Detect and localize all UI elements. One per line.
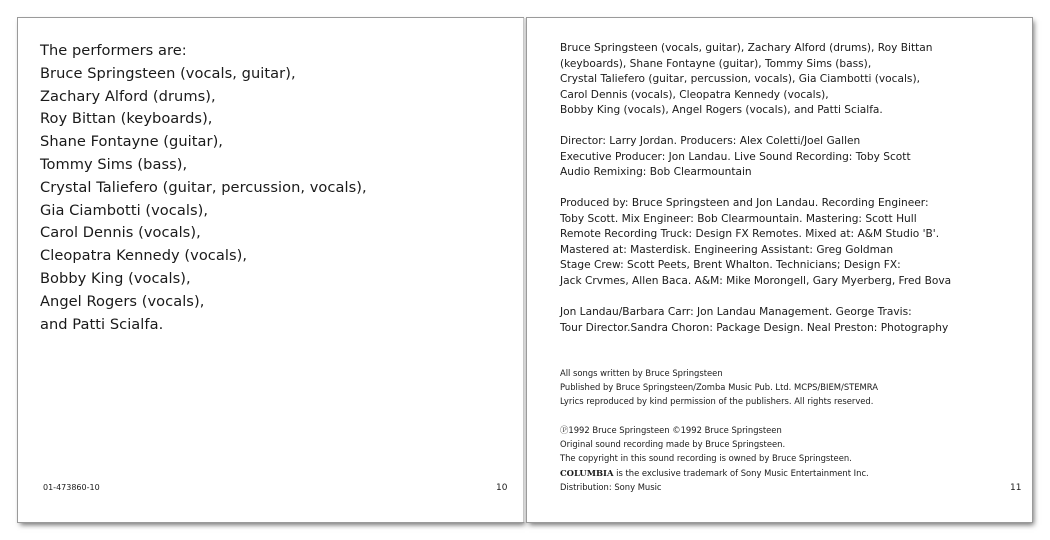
credit-line: Executive Producer: Jon Landau. Live Sound Recording: Toby Scott xyxy=(560,150,911,163)
performer-line: Zachary Alford (drums), xyxy=(40,87,216,105)
notice-line: Lyrics reproduced by kind permission of the publishers. All rights reserved. xyxy=(560,396,874,407)
performer-line: Carol Dennis (vocals), xyxy=(40,224,201,242)
performer-line: Shane Fontayne (guitar), xyxy=(40,133,224,151)
credit-line: Bobby King (vocals), Angel Rogers (vocals), and Patti Scialfa. xyxy=(560,104,883,117)
credit-line: Tour Director.Sandra Choron: Package Design. Neal Preston: Photography xyxy=(560,321,949,334)
page-number-left: 10 xyxy=(496,483,508,493)
credit-line: Director: Larry Jordan. Producers: Alex Coletti/Joel Gallen xyxy=(560,135,861,147)
performer-line: Gia Ciambotti (vocals), xyxy=(40,201,209,219)
band-credits xyxy=(560,41,932,119)
notice-line: All songs written by Bruce Springsteen xyxy=(560,368,723,378)
trademark-text: is the exclusive trademark of Sony Music Entertainment Inc. xyxy=(613,467,869,478)
performer-line: Bruce Springsteen (vocals, guitar), xyxy=(40,64,296,82)
credit-line: Mastered at: Masterdisk. Engineering Assistant: Greg Goldman xyxy=(560,243,894,256)
credit-line: Produced by: Bruce Springsteen and Jon Landau. Recording Engineer: xyxy=(560,197,929,209)
credit-line: Stage Crew: Scott Peets, Brent Whalton. Technicians; Design FX: xyxy=(560,259,901,272)
catalog-number: 01-473860-10 xyxy=(43,483,100,492)
performer-line: Tommy Sims (bass), xyxy=(40,155,188,173)
director-credits xyxy=(560,134,911,181)
credit-line: (keyboards), Shane Fontayne (guitar), Tommy Sims (bass), xyxy=(560,57,872,70)
performers-heading: The performers are: xyxy=(40,42,187,59)
credit-line: Carol Dennis (vocals), Cleopatra Kennedy (vocals), xyxy=(560,88,829,101)
page-number-right: 11 xyxy=(1010,483,1022,493)
performer-line: and Patti Scialfa. xyxy=(40,315,164,333)
distribution-line: Distribution: Sony Music xyxy=(560,481,662,492)
performer-line: Crystal Taliefero (guitar, percussion, vocals), xyxy=(40,178,367,196)
copyright-notice xyxy=(560,423,869,494)
credit-line: Crystal Taliefero (guitar, percussion, vocals), Gia Ciambotti (vocals), xyxy=(560,73,920,86)
credit-line: Toby Scott. Mix Engineer: Bob Clearmountain. Mastering: Scott Hull xyxy=(560,212,917,225)
credit-line: Remote Recording Truck: Design FX Remotes. Mixed at: A&M Studio 'B'. xyxy=(560,228,940,241)
credit-line: Jon Landau/Barbara Carr: Jon Landau Management. George Travis: xyxy=(560,306,912,318)
left-page xyxy=(18,18,523,522)
right-page xyxy=(527,18,1032,522)
production-credits xyxy=(560,196,951,290)
notice-line: The copyright in this sound recording is owned by Bruce Springsteen. xyxy=(560,453,852,464)
trademark-line xyxy=(560,466,869,480)
credit-line: Bruce Springsteen (vocals, guitar), Zachary Alford (drums), Roy Bittan xyxy=(560,42,933,54)
notice-line: Original sound recording made by Bruce Springsteen. xyxy=(560,439,786,450)
credit-line: Audio Remixing: Bob Clearmountain xyxy=(560,166,752,179)
management-credits xyxy=(560,305,948,336)
performer-line: Roy Bittan (keyboards), xyxy=(40,110,213,128)
notice-line: Ⓟ1992 Bruce Springsteen ©1992 Bruce Springsteen xyxy=(560,425,782,435)
performer-line: Bobby King (vocals), xyxy=(40,269,191,287)
notice-line: Published by Bruce Springsteen/Zomba Music Pub. Ltd. MCPS/BIEM/STEMRA xyxy=(560,382,878,393)
performer-line: Cleopatra Kennedy (vocals), xyxy=(40,247,248,265)
performers-list xyxy=(40,40,367,336)
credit-line: Jack Crvmes, Allen Baca. A&M: Mike Morongell, Gary Myerberg, Fred Bova xyxy=(560,274,952,287)
publishing-notice xyxy=(560,366,878,409)
columbia-wordmark: COLUMBIA xyxy=(560,467,614,478)
performer-line: Angel Rogers (vocals), xyxy=(40,292,205,310)
